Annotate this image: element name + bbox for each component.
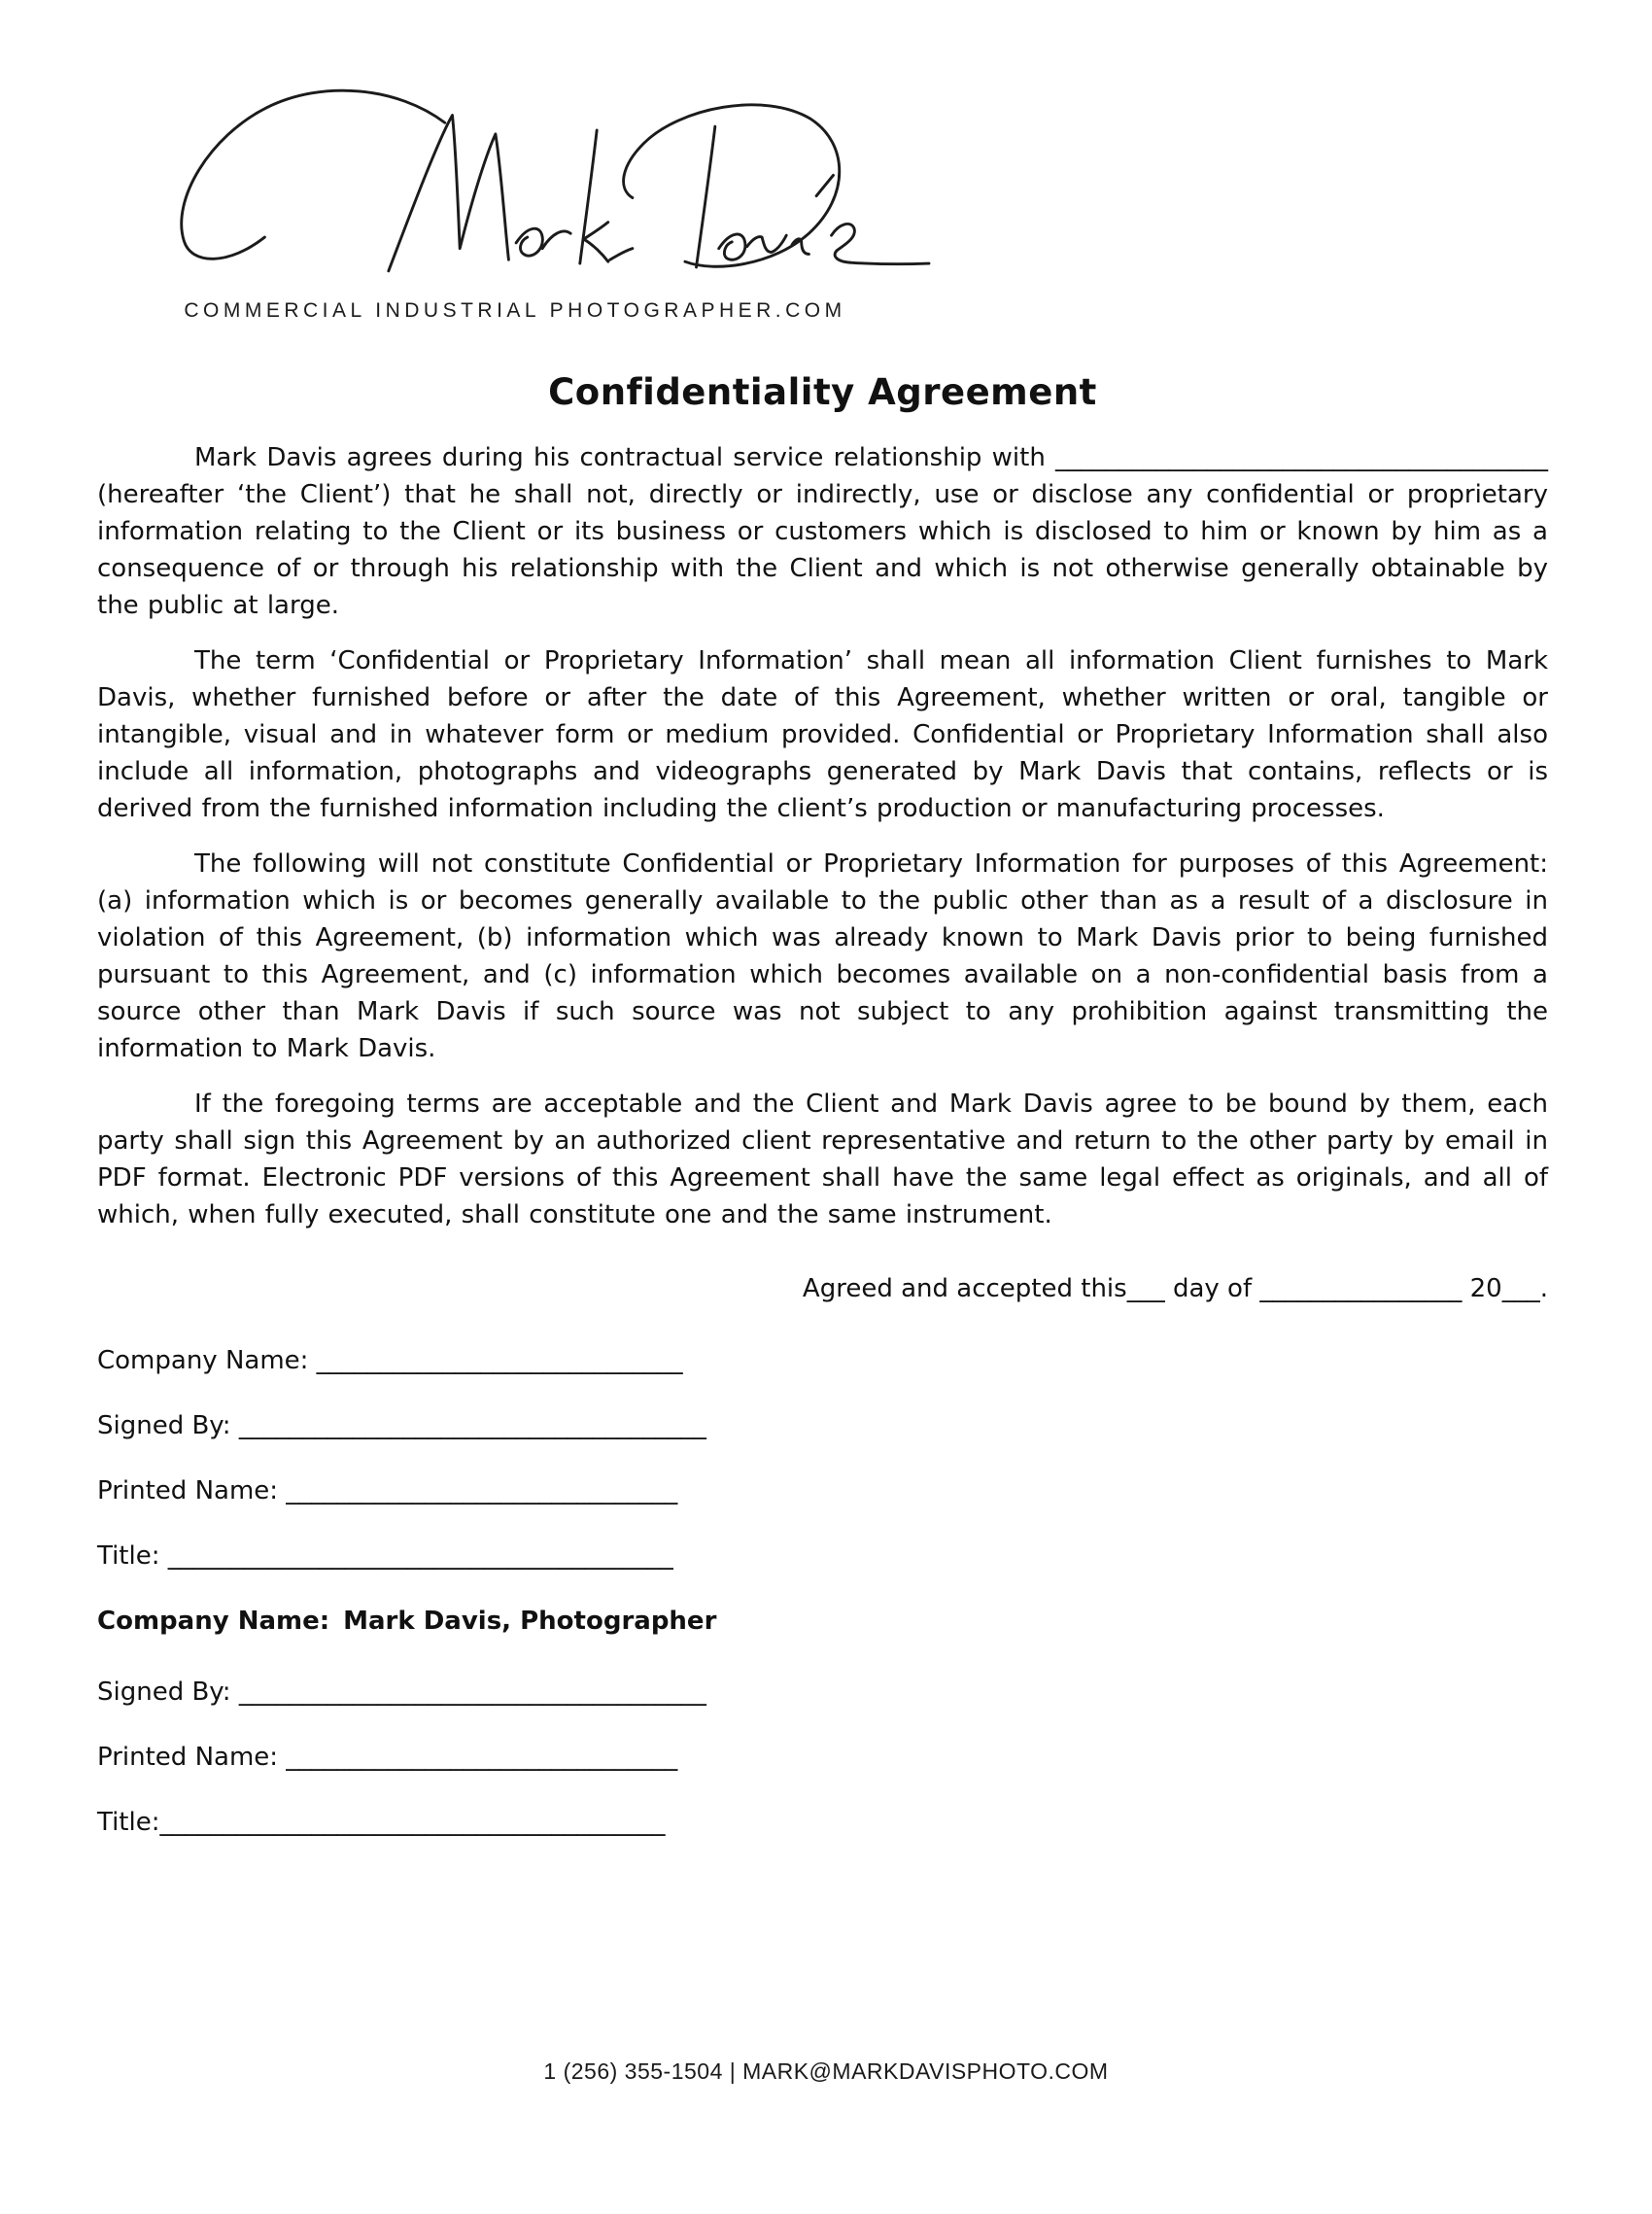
logo [97,76,933,323]
field-label: Company Name: [97,1607,330,1636]
blank-line: _____________________________________ [230,1678,706,1707]
mark-davis-signature-logo [107,76,933,294]
document-page [0,76,1652,2214]
form-field-printed-name [97,1472,1548,1509]
form-field-title [97,1804,1548,1841]
paragraph-intro: Mark Davis agrees during his contractual service relationship with _______________________________________ (hereafter ‘the Client’) that he shall not, directly or indirectly, use or disclose any confidential or proprietary information relating to the Client or its business or customers which is disclosed to him or known by him as a consequence of or through his relationship with the Client and which is not otherwise generally obtainable by the public at large. [97,443,1548,620]
blank-line: _______________________________ [278,1476,678,1505]
field-label: Printed Name: [97,1743,279,1772]
paragraph-exclusions: The following will not constitute Confidential or Proprietary Information for purposes of this Agreement: (a) information which is or becomes generally available to the public other than as a result of a disclosure in violation of this Agreement, (b) information which was already known to Mark Davis prior to being furnished pursuant to this Agreement, and (c) information which becomes available on a non-confidential basis from a source other than Mark Davis if such source was not subject to any prohibition against transmitting the information to Mark Davis. [97,849,1548,1063]
logo-tagline: COMMERCIAL INDUSTRIAL PHOTOGRAPHER.COM [184,299,846,322]
field-label: Signed By: [97,1678,231,1707]
blank-line: ________________________________________ [159,1541,673,1571]
footer-contact: 1 (256) 355-1504 | MARK@MARKDAVISPHOTO.COM [543,2058,1109,2084]
form-field-title [97,1538,1548,1574]
paragraph-definition: The term ‘Confidential or Proprietary Information’ shall mean all information Client furnishes to Mark Davis, whether furnished before or after the date of this Agreement, whether written or oral, tangible or intangible, visual and in whatever form or medium provided. Confidential or Proprietary Information shall also include all information, photographs and videographs generated by Mark Davis that contains, reflects or is derived from the furnished information including the client’s production or manufacturing processes. [97,646,1548,823]
form-field-printed-name [97,1739,1548,1776]
field-label: Title: [97,1541,160,1571]
field-label: Signed By: [97,1411,231,1440]
paragraph-execution: If the foregoing terms are acceptable and the Client and Mark Davis agree to be bound by them, each party shall sign this Agreement by an authorized client representative and return to the other party by email in PDF format. Electronic PDF versions of this Agreement shall have the same legal effect as originals, and all of which, when fully executed, shall constitute one and the same instrument. [97,1090,1548,1229]
blank-line: _______________________________ [278,1743,678,1772]
agreed-accepted-line: Agreed and accepted this___ day of ________________ 20___. [802,1274,1548,1303]
blank-line: ________________________________________ [159,1808,666,1837]
blank-line: _____________________________________ [230,1411,706,1440]
photographer-signature-block [97,1603,1548,1841]
form-field-signed-by [97,1407,1548,1444]
form-field-signed-by [97,1674,1548,1711]
company-name-value: Mark Davis, Photographer [343,1607,717,1636]
field-label: Title: [97,1808,160,1837]
form-field-company-name [97,1342,1548,1379]
field-label: Company Name: [97,1346,309,1375]
field-label: Printed Name: [97,1476,279,1505]
client-signature-block [97,1342,1548,1574]
page-title: Confidentiality Agreement [548,371,1097,413]
photographer-company-line [97,1603,1548,1640]
blank-line: _____________________________ [308,1346,683,1375]
